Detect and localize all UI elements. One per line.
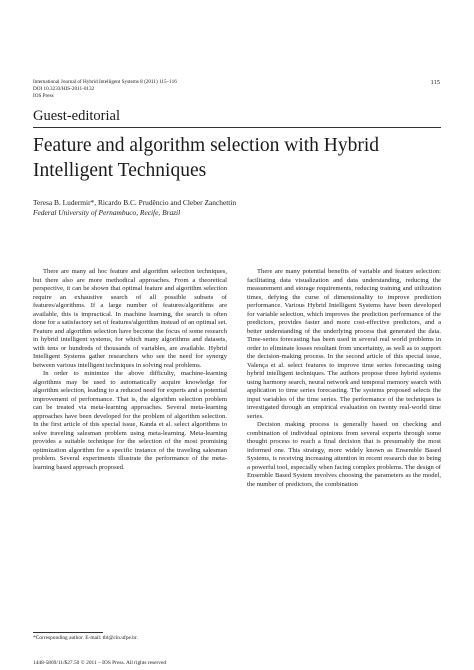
paragraph: Decision making process is generally based on checking and combination of individual opinions from several experts through some thought process to reach a final decision that is presumably the most informed one. This strategy, more widely known as Ensemble Based Systems, is receiving increasing attention in recent research due to being a powerful tool, especially when facing complex problems. The design of Ensemble Based System involves choosing the parameters as the model, the number of predictors, the combination [247, 421, 441, 488]
body-column-left [33, 268, 227, 472]
title-line-2: Intelligent Techniques [33, 160, 207, 181]
journal-header [33, 79, 393, 100]
body-column-right [247, 268, 441, 489]
affiliation: Federal University of Pernambuco, Recife, Brazil [33, 208, 181, 217]
section-label: Guest-editorial [33, 108, 120, 124]
journal-publisher: IOS Press [33, 93, 54, 99]
journal-doi: DOI 10.3233/HIS-2011-0132 [33, 86, 95, 92]
paragraph: There are many potential benefits of variable and feature selection: facilitating data visualization and data understanding, reducing the measurement and storage requirements, reducing training and utilization times, defying the curse of dimensionality to improve prediction performance. Various Hybrid Intelligent Systems have been developed for variable selection, which improves the prediction performance of the predictors, provides faster and more cost-effective predictors, and a better understanding of the underlying process that generated the data. Time-series forecasting has been used in several real world problems in order to eliminate losses resultant from uncertainty, as well as to support the decision-making process. In the second article of this special issue, Valença et al. select features to improve time series forecasting using hybrid intelligent techniques. The authors propose three hybrid systems using harmony search, neural network and temporal memory search with application to time series forecasting. The systems proposed selects the input variables of the time series. The performance of the techniques is investigated through an empirical evaluation on twenty real-world time series. [247, 268, 441, 420]
paragraph: There are many ad hoc feature and algorithm selection techniques, but there also are more methodical approaches. From a theoretical perspective, it can be shown that optimal feature and algorithm selection require an exhaustive search of all possible subsets of features/algorithms. If a large number of features/algorithms are available, this is impractical. In machine learning, the search is often done for a satisfactory set of features/algorithm instead of an optimal set. Feature and algorithm selection have become the focus of some research in hybrid intelligent systems, for which many algorithms and datasets, with tens or hundreds of thousands of variables, are available. Hybrid Intelligent Systems gather researchers who see the need for synergy between various intelligent techniques in solving real problems. [33, 268, 227, 369]
footnote-rule [33, 632, 103, 633]
paper-title [33, 133, 443, 183]
author-list: Teresa B. Ludermir*, Ricardo B.C. Prudêncio and Cleber Zanchettin [33, 198, 237, 207]
paragraph: In order to minimize the above difficulty, machine-learning algorithms may be used to automatically acquire knowledge for algorithm selection, leading to a reduced need for experts and a potential improvement of performance. That is, the algorithm selection problem can be treated via meta-learning approaches. Several meta-learning approaches have been developed for the problem of algorithm selection. In the first article of this special issue, Kanda et al. select algorithms to solve traveling salesman problem using meta-learning. Meta-learning provides a suitable technique for the selection of the most promising optimization algorithm for a specific instance of the traveling salesman problem. Several experiments illustrate the performance of the meta-learning based approach proposed. [33, 370, 227, 471]
journal-citation: International Journal of Hybrid Intelligent Systems 8 (2011) 115–116 [33, 79, 177, 85]
page-number: 115 [430, 79, 440, 86]
section-rule [33, 127, 441, 128]
title-line-1: Feature and algorithm selection with Hybrid [33, 135, 380, 156]
copyright-line: 1448-5869/11/$27.50 © 2011 – IOS Press. All rights reserved [33, 660, 167, 666]
corresponding-author-footnote: *Corresponding author. E-mail: tbl@cin.ufpe.br. [33, 635, 138, 641]
